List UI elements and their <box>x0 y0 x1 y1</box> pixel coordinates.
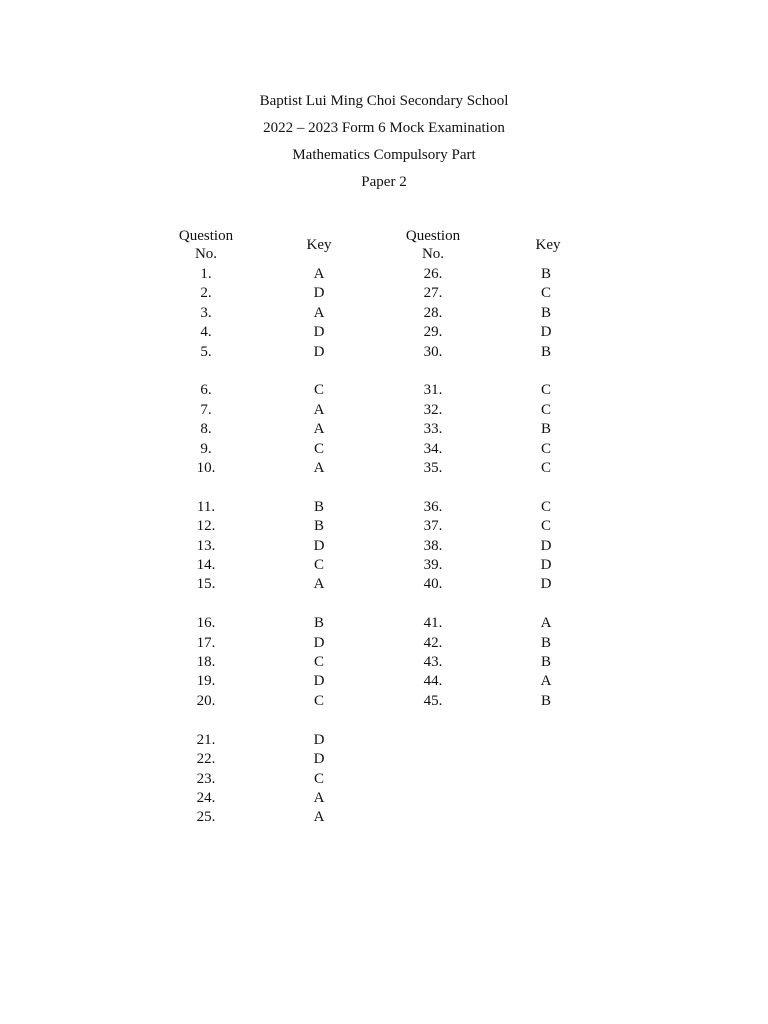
answer-row <box>388 672 576 691</box>
column-gap <box>251 401 289 420</box>
answer-row <box>388 459 576 478</box>
column-gap <box>251 731 289 750</box>
answer-row <box>388 575 576 594</box>
answer-key: A <box>313 460 325 477</box>
answer-row <box>388 284 576 303</box>
answer-key: B <box>540 421 551 438</box>
column-gap <box>251 789 289 808</box>
column-gap <box>478 323 516 342</box>
exam-title: 2022 – 2023 Form 6 Mock Examination <box>263 120 505 136</box>
question-number: 1. <box>200 266 212 282</box>
answer-key: D <box>540 324 552 341</box>
question-number: 6. <box>200 382 212 399</box>
column-gap <box>478 343 516 362</box>
question-number: 44. <box>423 673 443 690</box>
column-gap <box>478 653 516 672</box>
answer-key-table-right <box>388 265 576 711</box>
school-name: Baptist Lui Ming Choi Secondary School <box>259 93 509 109</box>
question-number: 10. <box>196 460 216 477</box>
answer-key: A <box>313 576 325 593</box>
question-number: 40. <box>423 576 443 593</box>
answer-row <box>161 731 349 750</box>
question-number: 29. <box>423 324 443 341</box>
answer-key: A <box>540 615 552 632</box>
column-gap <box>478 284 516 303</box>
answer-row <box>161 672 349 691</box>
answer-row <box>161 556 349 575</box>
answer-row <box>161 284 349 303</box>
question-number: 16. <box>196 615 216 632</box>
answer-key: D <box>313 673 325 690</box>
answer-row <box>388 692 576 711</box>
question-number: 39. <box>423 557 443 574</box>
question-number: 26. <box>423 266 443 282</box>
question-number: 8. <box>200 421 212 438</box>
answer-key: D <box>313 751 325 768</box>
question-number: 12. <box>196 518 216 535</box>
answer-row <box>388 634 576 653</box>
column-gap <box>478 459 516 478</box>
column-gap <box>251 634 289 653</box>
paper-title: Paper 2 <box>361 174 407 190</box>
question-header-line1: Question <box>405 228 461 244</box>
answer-key: A <box>313 304 325 321</box>
column-gap <box>251 614 289 633</box>
answer-key: B <box>313 498 324 515</box>
column-gap <box>478 692 516 711</box>
answer-key: B <box>540 266 551 282</box>
answer-key: C <box>540 498 551 515</box>
group-spacer <box>388 362 576 381</box>
column-gap <box>251 304 289 323</box>
answer-row <box>161 304 349 323</box>
answer-key: D <box>313 634 325 651</box>
column-gap <box>478 440 516 459</box>
answer-key: A <box>313 421 325 438</box>
answer-row <box>388 265 576 284</box>
question-number: 11. <box>196 498 216 515</box>
column-gap <box>251 653 289 672</box>
answer-key: C <box>313 654 324 671</box>
question-header-line1: Question <box>178 228 234 244</box>
question-number: 9. <box>200 440 212 457</box>
column-gap <box>478 614 516 633</box>
column-gap <box>251 284 289 303</box>
answer-row <box>161 343 349 362</box>
answer-row <box>161 789 349 808</box>
question-number: 14. <box>196 557 216 574</box>
column-gap <box>478 420 516 439</box>
answer-row <box>388 343 576 362</box>
answer-key: B <box>540 692 551 709</box>
answer-key: C <box>540 440 551 457</box>
answer-key: C <box>313 770 324 787</box>
question-number: 18. <box>196 654 216 671</box>
question-number: 34. <box>423 440 443 457</box>
answer-row <box>161 575 349 594</box>
answer-row <box>161 614 349 633</box>
answer-row <box>388 420 576 439</box>
answer-key: C <box>313 692 324 709</box>
column-gap <box>251 265 289 284</box>
answer-key: A <box>313 809 325 826</box>
column-gap <box>251 323 289 342</box>
answer-key: D <box>540 557 552 574</box>
question-number: 17. <box>196 634 216 651</box>
question-number: 13. <box>196 537 216 554</box>
answer-key: C <box>540 285 551 302</box>
column-gap <box>251 459 289 478</box>
answer-row <box>161 808 349 827</box>
question-no-header-right <box>388 227 478 263</box>
answer-key: D <box>313 343 325 360</box>
question-number: 27. <box>423 285 443 302</box>
question-header-line2: No. <box>421 246 445 262</box>
answer-row <box>388 440 576 459</box>
column-gap <box>478 537 516 556</box>
answer-key: B <box>540 343 551 360</box>
answer-row <box>161 770 349 789</box>
question-number: 20. <box>196 692 216 709</box>
answer-key: B <box>540 654 551 671</box>
question-number: 42. <box>423 634 443 651</box>
column-gap <box>251 750 289 769</box>
question-number: 24. <box>196 789 216 806</box>
answer-key: B <box>540 634 551 651</box>
column-gap <box>478 517 516 536</box>
answer-row <box>161 323 349 342</box>
answer-key: C <box>313 440 324 457</box>
answer-row <box>161 381 349 400</box>
column-gap <box>478 265 516 284</box>
answer-key: D <box>313 537 325 554</box>
answer-row <box>388 498 576 517</box>
column-gap <box>251 537 289 556</box>
answer-row <box>161 653 349 672</box>
answer-key: B <box>313 518 324 535</box>
column-gap <box>251 692 289 711</box>
group-spacer <box>161 711 349 730</box>
question-number: 4. <box>200 324 212 341</box>
question-number: 28. <box>423 304 443 321</box>
answer-key: C <box>540 382 551 399</box>
answer-key: D <box>540 576 552 593</box>
question-number: 3. <box>200 304 212 321</box>
answer-row <box>388 517 576 536</box>
answer-key: A <box>540 673 552 690</box>
column-gap <box>478 634 516 653</box>
answer-key: C <box>540 518 551 535</box>
answer-key: C <box>313 382 324 399</box>
question-number: 15. <box>196 576 216 593</box>
column-gap <box>251 420 289 439</box>
question-number: 21. <box>196 731 216 748</box>
column-gap <box>478 401 516 420</box>
answer-key: D <box>313 285 325 302</box>
column-gap <box>478 575 516 594</box>
question-number: 43. <box>423 654 443 671</box>
answer-row <box>388 401 576 420</box>
question-number: 37. <box>423 518 443 535</box>
group-spacer <box>161 362 349 381</box>
answer-row <box>161 634 349 653</box>
answer-row <box>161 401 349 420</box>
answer-key: C <box>540 401 551 418</box>
answer-row <box>161 750 349 769</box>
answer-row <box>388 653 576 672</box>
group-spacer <box>388 595 576 614</box>
answer-key: A <box>313 789 325 806</box>
answer-row <box>161 517 349 536</box>
key-header-right: Key <box>535 237 561 253</box>
question-no-header-left <box>161 227 251 263</box>
question-number: 5. <box>200 343 212 360</box>
question-header-line2: No. <box>194 246 218 262</box>
column-gap <box>251 808 289 827</box>
column-gap <box>251 770 289 789</box>
group-spacer <box>388 478 576 497</box>
column-gap <box>251 556 289 575</box>
answer-row <box>161 265 349 284</box>
question-number: 45. <box>423 692 443 709</box>
question-number: 36. <box>423 498 443 515</box>
column-gap <box>251 575 289 594</box>
answer-key: C <box>540 460 551 477</box>
column-gap <box>478 556 516 575</box>
column-gap <box>478 498 516 517</box>
answer-key: C <box>313 557 324 574</box>
answer-row <box>161 498 349 517</box>
question-number: 33. <box>423 421 443 438</box>
answer-row <box>388 323 576 342</box>
answer-key-table-left <box>161 265 349 828</box>
answer-row <box>161 440 349 459</box>
key-header-left: Key <box>306 237 332 253</box>
subject-title: Mathematics Compulsory Part <box>292 147 476 163</box>
column-gap <box>251 498 289 517</box>
answer-key: B <box>540 304 551 321</box>
question-number: 2. <box>200 285 212 302</box>
column-gap <box>251 440 289 459</box>
question-number: 7. <box>200 401 212 418</box>
answer-row <box>388 304 576 323</box>
question-number: 25. <box>196 809 216 826</box>
answer-key: A <box>313 266 325 282</box>
answer-row <box>388 556 576 575</box>
answer-row <box>161 537 349 556</box>
question-number: 23. <box>196 770 216 787</box>
answer-row <box>161 692 349 711</box>
question-number: 30. <box>423 343 443 360</box>
answer-key: D <box>313 731 325 748</box>
answer-row <box>388 381 576 400</box>
column-gap <box>251 381 289 400</box>
answer-key: D <box>540 537 552 554</box>
column-gap <box>478 672 516 691</box>
group-spacer <box>161 595 349 614</box>
answer-row <box>161 420 349 439</box>
question-number: 38. <box>423 537 443 554</box>
column-gap <box>478 304 516 323</box>
question-number: 32. <box>423 401 443 418</box>
question-number: 22. <box>196 751 216 768</box>
answer-key: B <box>313 615 324 632</box>
answer-row <box>388 614 576 633</box>
question-number: 31. <box>423 382 443 399</box>
column-gap <box>478 381 516 400</box>
answer-key: D <box>313 324 325 341</box>
question-number: 41. <box>423 615 443 632</box>
answer-row <box>161 459 349 478</box>
column-gap <box>251 517 289 536</box>
column-gap <box>251 343 289 362</box>
answer-row <box>388 537 576 556</box>
column-gap <box>251 672 289 691</box>
answer-key: A <box>313 401 325 418</box>
group-spacer <box>161 478 349 497</box>
question-number: 35. <box>423 460 443 477</box>
question-number: 19. <box>196 673 216 690</box>
